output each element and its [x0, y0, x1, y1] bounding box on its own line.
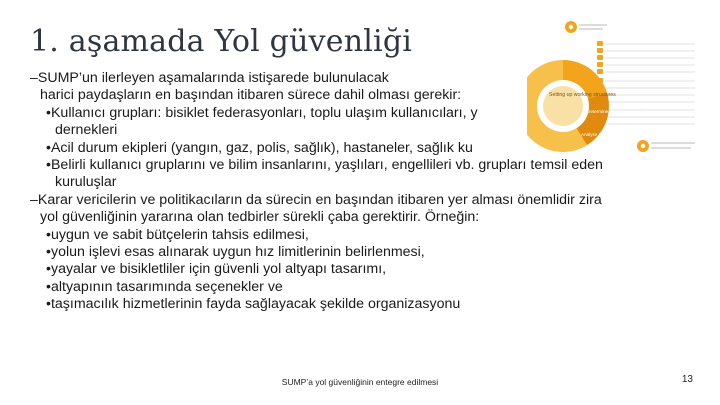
figure-center-label: Setting up working structures — [549, 92, 616, 98]
bullet-marker: • — [46, 157, 51, 174]
paragraph-line — [30, 192, 700, 209]
paragraph-line — [30, 209, 700, 226]
bullet-line — [30, 122, 700, 139]
bullet-line — [30, 105, 700, 122]
bullet-marker: • — [46, 104, 51, 121]
page-number: 13 — [681, 374, 693, 385]
line-text: yolun işlevi esas alınarak uygun hız limitlerinin belirlenmesi, — [50, 244, 425, 261]
line-text: Karar vericilerin ve politikacıların da sürecin en başından itibaren yer alması önemlidir zira — [37, 191, 602, 208]
slide-title: 1. aşamada Yol güvenliği — [30, 24, 413, 59]
line-text: harici paydaşların en başından itibaren sürece dahil olması gerekir: — [40, 87, 462, 104]
bullet-line — [30, 157, 700, 174]
bullet-marker: • — [46, 278, 51, 295]
bullet-marker: • — [46, 139, 51, 156]
line-text: Belirli kullanıcı gruplarını ve bilim insanlarını, yaşlıları, engellileri vb. grupları temsil eden — [50, 157, 603, 174]
line-text: dernekleri — [55, 122, 118, 139]
line-text: SUMP’un ilerleyen aşamalarında istişarede bulunulacak — [37, 70, 389, 86]
figure-bottom-label: Analyse mobility situation — [581, 132, 633, 137]
line-text: yayalar ve bisikletliler için güvenli yol altyapı tasarımı, — [50, 261, 387, 278]
line-text: Kullanıcı grupları: bisiklet federasyonları, toplu ulaşım kullanıcıları, y — [50, 104, 478, 121]
bullet-line — [30, 244, 700, 261]
bullet-line — [30, 279, 700, 296]
bullet-marker: • — [46, 261, 51, 278]
line-text: Acil durum ekipleri (yangın, gaz, polis, sağlık), hastaneler, sağlık ku — [50, 139, 473, 156]
line-text: altyapının tasarımında seçenekler ve — [50, 278, 283, 295]
line-text: kuruluşlar — [55, 174, 117, 191]
bullet-line — [30, 296, 700, 313]
bullet-marker: • — [46, 244, 51, 261]
bullet-line — [30, 227, 700, 244]
bullet-marker: • — [46, 226, 51, 243]
slide-footer: SUMP’a yol güvenliğinin entegre edilmesi — [281, 377, 439, 387]
bullet-marker: • — [46, 296, 51, 313]
line-text: uygun ve sabit bütçelerin tahsis edilmesi, — [50, 226, 309, 243]
paragraph-line — [30, 70, 700, 87]
bullet-line — [30, 140, 700, 157]
line-text: yol güvenliğinin yararına olan tedbirler sürekli çaba gerektirir. Örneğin: — [40, 209, 480, 226]
bullet-line — [30, 261, 700, 278]
milestone-pin-icon — [565, 21, 607, 33]
dash-marker: – — [30, 191, 38, 208]
figure-ring-label: Determine planning framework — [587, 109, 650, 114]
slide-body — [30, 70, 700, 314]
paragraph-line — [30, 87, 700, 104]
line-text: taşımacılık hizmetlerinin fayda sağlayacak şekilde organizasyonu — [50, 296, 461, 313]
bullet-line — [30, 174, 700, 191]
dash-marker: – — [30, 70, 38, 86]
